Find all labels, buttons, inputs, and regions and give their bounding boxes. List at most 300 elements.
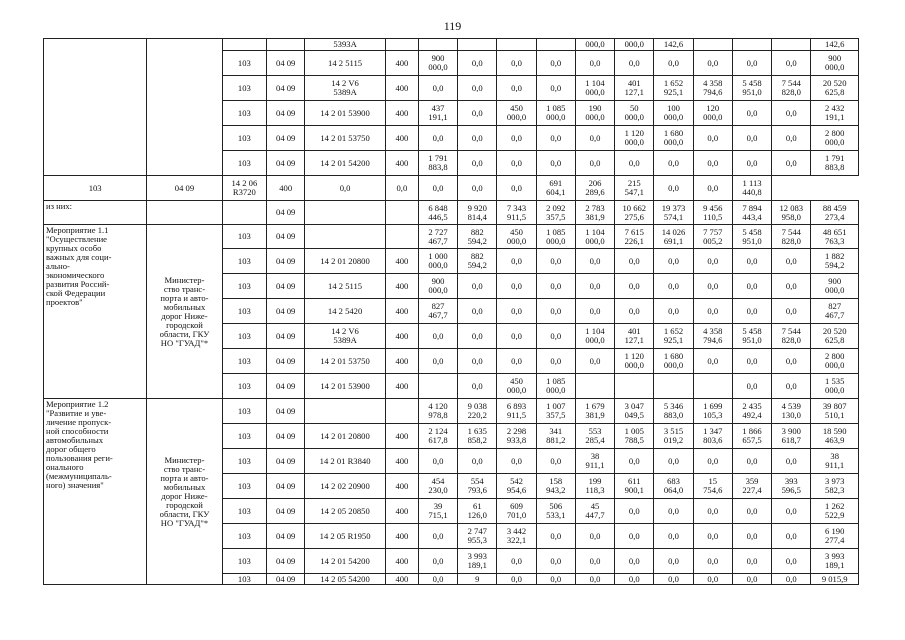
- table-cell: [732, 39, 771, 51]
- table-cell: 14 2 5420: [305, 299, 386, 324]
- table-cell: [654, 374, 693, 399]
- table-cell: 4 358 794,6: [693, 76, 732, 101]
- table-cell: 18 590 463,9: [811, 424, 859, 449]
- table-cell: 000,0: [615, 39, 654, 51]
- table-cell: 04 09: [267, 424, 305, 449]
- table-cell: 0,0: [772, 449, 811, 474]
- table-cell: [772, 39, 811, 51]
- table-cell: 0,0: [772, 299, 811, 324]
- table-cell: 7 757 005,2: [693, 225, 732, 249]
- table-cell: 14 2 02 20900: [305, 474, 386, 499]
- table-cell: 0,0: [497, 299, 536, 324]
- table-cell: 0,0: [732, 349, 771, 374]
- table-cell: [497, 39, 536, 51]
- table-cell: 400: [385, 524, 418, 549]
- table-cell: 7 544 828,0: [772, 225, 811, 249]
- table-cell: 04 09: [267, 399, 305, 424]
- table-cell: 1 007 357,5: [536, 399, 575, 424]
- table-cell: 0,0: [418, 449, 457, 474]
- table-cell: 341 881,2: [536, 424, 575, 449]
- table-cell: 0,0: [772, 499, 811, 524]
- table-cell: 0,0: [536, 299, 575, 324]
- table-cell: 900 000,0: [811, 51, 859, 76]
- table-cell: 0,0: [693, 349, 732, 374]
- table-row: [44, 225, 859, 249]
- table-cell: 0,0: [732, 374, 771, 399]
- table-cell: 0,0: [458, 151, 497, 176]
- table-cell: 0,0: [575, 349, 614, 374]
- row-label-cell: из них:: [44, 201, 147, 225]
- table-cell: 1 005 788,5: [615, 424, 654, 449]
- table-cell: [575, 374, 614, 399]
- table-cell: 0,0: [654, 249, 693, 274]
- table-cell: 04 09: [267, 449, 305, 474]
- table-cell: 400: [385, 499, 418, 524]
- table-cell: [615, 374, 654, 399]
- table-cell: 4 539 130,0: [772, 399, 811, 424]
- table-cell: 0,0: [497, 176, 536, 201]
- table-cell: 14 2 5115: [305, 51, 386, 76]
- table-cell: 0,0: [575, 299, 614, 324]
- table-cell: 04 09: [267, 574, 305, 585]
- table-cell: 0,0: [615, 299, 654, 324]
- table-cell: 401 127,1: [615, 324, 654, 349]
- table-cell: 393 596,5: [772, 474, 811, 499]
- table-cell: 0,0: [772, 349, 811, 374]
- table-cell: [418, 374, 457, 399]
- table-cell: [458, 39, 497, 51]
- table-cell: 0,0: [418, 574, 457, 585]
- table-cell: 400: [385, 324, 418, 349]
- table-cell: 0,0: [497, 274, 536, 299]
- table-cell: 0,0: [575, 524, 614, 549]
- table-cell: 0,0: [458, 349, 497, 374]
- table-cell: 4 358 794,6: [693, 324, 732, 349]
- table-cell: [418, 39, 457, 51]
- table-cell: 0,0: [732, 499, 771, 524]
- table-body: [44, 39, 859, 585]
- table-cell: 39 807 510,1: [811, 399, 859, 424]
- organization-cell: Министер- ство транс- порта и авто- мобильных дорог Ниже- городской области, ГКУ НО "ГУАД"*: [147, 225, 222, 399]
- table-cell: 0,0: [615, 574, 654, 585]
- table-cell: 120 000,0: [693, 101, 732, 126]
- table-cell: 14 2 01 20800: [305, 249, 386, 274]
- table-cell: 14 2 V6 5389A: [305, 76, 386, 101]
- table-cell: 103: [222, 126, 266, 151]
- table-cell: 04 09: [267, 549, 305, 574]
- table-cell: 142,6: [654, 39, 693, 51]
- table-cell: 1 120 000,0: [615, 126, 654, 151]
- table-cell: 0,0: [732, 51, 771, 76]
- table-cell: 39 715,1: [418, 499, 457, 524]
- table-cell: 103: [222, 151, 266, 176]
- table-cell: 542 954,6: [497, 474, 536, 499]
- table-cell: 103: [222, 324, 266, 349]
- table-cell: 103: [222, 549, 266, 574]
- table-cell: 103: [44, 176, 147, 201]
- table-cell: 0,0: [693, 524, 732, 549]
- table-cell: 0,0: [654, 549, 693, 574]
- table-cell: [693, 39, 732, 51]
- table-cell: 0,0: [458, 126, 497, 151]
- table-cell: 0,0: [458, 299, 497, 324]
- table-cell: 0,0: [536, 574, 575, 585]
- table-cell: 2 727 467,7: [418, 225, 457, 249]
- table-cell: 2 747 955,3: [458, 524, 497, 549]
- table-cell: 190 000,0: [575, 101, 614, 126]
- table-cell: 3 973 582,3: [811, 474, 859, 499]
- table-cell: 04 09: [267, 299, 305, 324]
- table-cell: 7 544 828,0: [772, 324, 811, 349]
- table-cell: 0,0: [575, 51, 614, 76]
- table-cell: 103: [222, 374, 266, 399]
- table-cell: 0,0: [654, 151, 693, 176]
- table-cell: 0,0: [615, 51, 654, 76]
- page-number: 119: [443, 19, 462, 33]
- table-cell: 900 000,0: [418, 274, 457, 299]
- table-cell: 0,0: [536, 449, 575, 474]
- table-cell: 1 262 522,9: [811, 499, 859, 524]
- table-cell: 400: [385, 474, 418, 499]
- table-cell: 103: [222, 424, 266, 449]
- organization-cell: [147, 39, 222, 176]
- table-cell: 554 793,6: [458, 474, 497, 499]
- table-cell: 827 467,7: [811, 299, 859, 324]
- table-cell: 04 09: [147, 176, 222, 201]
- table-cell: 611 900,1: [615, 474, 654, 499]
- table-cell: 3 515 019,2: [654, 424, 693, 449]
- table-cell: 14 2 05 20850: [305, 499, 386, 524]
- table-cell: 400: [385, 549, 418, 574]
- table-cell: [305, 201, 386, 225]
- table-cell: [385, 39, 418, 51]
- table-cell: 9: [458, 574, 497, 585]
- table-cell: 0,0: [732, 126, 771, 151]
- table-cell: 0,0: [418, 76, 457, 101]
- table-cell: 827 467,7: [418, 299, 457, 324]
- table-cell: 0,0: [693, 299, 732, 324]
- table-cell: 0,0: [418, 176, 457, 201]
- table-cell: 1 652 925,1: [654, 76, 693, 101]
- table-cell: 103: [222, 51, 266, 76]
- table-cell: 0,0: [732, 299, 771, 324]
- table-row: [44, 176, 859, 201]
- table-cell: 0,0: [654, 51, 693, 76]
- table-cell: 0,0: [418, 549, 457, 574]
- table-cell: 0,0: [772, 574, 811, 585]
- table-cell: 3 442 322,1: [497, 524, 536, 549]
- table-cell: 04 09: [267, 374, 305, 399]
- table-cell: 454 230,0: [418, 474, 457, 499]
- table-cell: 2 783 381,9: [575, 201, 614, 225]
- table-cell: 1 791 883,8: [418, 151, 457, 176]
- table-cell: 215 547,1: [615, 176, 654, 201]
- table-cell: 0,0: [693, 574, 732, 585]
- table-cell: 0,0: [732, 151, 771, 176]
- table-cell: 609 701,0: [497, 499, 536, 524]
- table-cell: 400: [385, 374, 418, 399]
- table-cell: 3 047 049,5: [615, 399, 654, 424]
- table-cell: 1 791 883,8: [811, 151, 859, 176]
- table-cell: 103: [222, 474, 266, 499]
- table-cell: 20 520 625,8: [811, 324, 859, 349]
- table-cell: 0,0: [615, 449, 654, 474]
- table-cell: 882 594,2: [458, 225, 497, 249]
- table-cell: 14 2 05 54200: [305, 574, 386, 585]
- table-cell: 0,0: [772, 101, 811, 126]
- table-cell: 2 124 617,8: [418, 424, 457, 449]
- table-cell: 0,0: [772, 126, 811, 151]
- table-cell: 20 520 625,8: [811, 76, 859, 101]
- table-cell: 9 015,9: [811, 574, 859, 585]
- table-cell: 400: [385, 76, 418, 101]
- table-cell: 0,0: [418, 324, 457, 349]
- table-cell: 400: [385, 126, 418, 151]
- row-label-cell: [44, 39, 147, 176]
- table-cell: 1 635 858,2: [458, 424, 497, 449]
- table-cell: 04 09: [267, 51, 305, 76]
- table-cell: 6 848 446,5: [418, 201, 457, 225]
- table-cell: 0,0: [497, 324, 536, 349]
- table-cell: 0,0: [654, 176, 693, 201]
- table-cell: 400: [385, 274, 418, 299]
- table-cell: 0,0: [497, 549, 536, 574]
- table-cell: [305, 225, 386, 249]
- table-cell: 04 09: [267, 324, 305, 349]
- table-cell: 48 651 763,3: [811, 225, 859, 249]
- table-cell: 04 09: [267, 249, 305, 274]
- table-cell: 1 699 105,3: [693, 399, 732, 424]
- table-cell: 0,0: [693, 249, 732, 274]
- table-cell: 14 2 06 R3720: [222, 176, 266, 201]
- table-cell: 0,0: [772, 274, 811, 299]
- table-cell: 103: [222, 524, 266, 549]
- table-cell: 0,0: [458, 101, 497, 126]
- table-cell: 3 900 618,7: [772, 424, 811, 449]
- table-cell: 0,0: [536, 76, 575, 101]
- table-cell: 0,0: [575, 274, 614, 299]
- table-cell: 0,0: [575, 549, 614, 574]
- table-cell: 450 000,0: [497, 101, 536, 126]
- table-cell: 14 026 691,1: [654, 225, 693, 249]
- table-cell: 14 2 05 R1950: [305, 524, 386, 549]
- table-cell: [222, 201, 266, 225]
- table-cell: 0,0: [575, 574, 614, 585]
- table-cell: 0,0: [615, 549, 654, 574]
- table-cell: 0,0: [772, 549, 811, 574]
- table-cell: 103: [222, 399, 266, 424]
- table-cell: [147, 201, 222, 225]
- table-cell: 103: [222, 225, 266, 249]
- table-cell: 1 104 000,0: [575, 225, 614, 249]
- table-cell: 6 190 277,4: [811, 524, 859, 549]
- table-cell: 900 000,0: [811, 274, 859, 299]
- table-cell: 0,0: [536, 549, 575, 574]
- table-cell: 04 09: [267, 151, 305, 176]
- table-cell: 04 09: [267, 474, 305, 499]
- table-cell: 15 754,6: [693, 474, 732, 499]
- table-cell: 0,0: [418, 126, 457, 151]
- table-cell: 0,0: [732, 549, 771, 574]
- table-cell: 0,0: [693, 151, 732, 176]
- table-cell: 359 227,4: [732, 474, 771, 499]
- table-cell: 0,0: [497, 126, 536, 151]
- table-cell: 14 2 01 R3840: [305, 449, 386, 474]
- table-cell: 10 662 275,6: [615, 201, 654, 225]
- table-cell: 19 373 574,1: [654, 201, 693, 225]
- table-cell: 683 064,0: [654, 474, 693, 499]
- table-cell: 0,0: [615, 151, 654, 176]
- table-cell: 0,0: [458, 51, 497, 76]
- table-cell: 12 083 958,0: [772, 201, 811, 225]
- table-cell: 14 2 5115: [305, 274, 386, 299]
- table-cell: 2 800 000,0: [811, 349, 859, 374]
- table-cell: 0,0: [732, 101, 771, 126]
- table-cell: 400: [385, 449, 418, 474]
- table-row: [44, 39, 859, 51]
- table-cell: 401 127,1: [615, 76, 654, 101]
- table-cell: [385, 399, 418, 424]
- table-cell: 7 894 443,4: [732, 201, 771, 225]
- table-cell: 5 458 951,0: [732, 225, 771, 249]
- table-cell: 0,0: [772, 151, 811, 176]
- table-cell: 206 289,6: [575, 176, 614, 201]
- table-cell: 1 652 925,1: [654, 324, 693, 349]
- table-cell: 0,0: [772, 51, 811, 76]
- table-row: [44, 399, 859, 424]
- table-cell: 0,0: [654, 574, 693, 585]
- table-cell: 400: [385, 151, 418, 176]
- table-cell: 04 09: [267, 101, 305, 126]
- table-cell: 0,0: [458, 76, 497, 101]
- table-cell: [536, 39, 575, 51]
- table-cell: 0,0: [732, 274, 771, 299]
- table-cell: 0,0: [654, 274, 693, 299]
- table-cell: 2 435 492,4: [732, 399, 771, 424]
- table-cell: 0,0: [458, 176, 497, 201]
- table-cell: 1 113 440,8: [732, 176, 771, 201]
- table-cell: 04 09: [267, 126, 305, 151]
- table-cell: 0,0: [693, 449, 732, 474]
- table-cell: 103: [222, 101, 266, 126]
- table-cell: 61 126,0: [458, 499, 497, 524]
- table-cell: 2 800 000,0: [811, 126, 859, 151]
- table-cell: 0,0: [615, 249, 654, 274]
- table-cell: 0,0: [615, 524, 654, 549]
- table-cell: 5393A: [305, 39, 386, 51]
- table-cell: [222, 39, 266, 51]
- table-cell: 7 615 226,1: [615, 225, 654, 249]
- table-cell: 0,0: [772, 374, 811, 399]
- table-cell: 0,0: [732, 574, 771, 585]
- table-cell: 0,0: [654, 299, 693, 324]
- table-cell: 0,0: [536, 151, 575, 176]
- table-cell: 437 191,1: [418, 101, 457, 126]
- table-cell: 103: [222, 499, 266, 524]
- table-cell: 0,0: [575, 151, 614, 176]
- table-cell: 1 104 000,0: [575, 76, 614, 101]
- budget-table: [43, 38, 859, 585]
- table-cell: [385, 225, 418, 249]
- table-cell: 100 000,0: [654, 101, 693, 126]
- table-cell: 103: [222, 574, 266, 585]
- table-cell: 400: [385, 574, 418, 585]
- table-cell: 14 2 01 54200: [305, 151, 386, 176]
- table-cell: 158 943,2: [536, 474, 575, 499]
- table-cell: 04 09: [267, 349, 305, 374]
- table-cell: 1 882 594,2: [811, 249, 859, 274]
- table-cell: 400: [267, 176, 305, 201]
- table-cell: 0,0: [693, 176, 732, 201]
- table-cell: 9 456 110,5: [693, 201, 732, 225]
- table-cell: 000,0: [575, 39, 614, 51]
- table-cell: 9 038 220,2: [458, 399, 497, 424]
- table-cell: 0,0: [536, 274, 575, 299]
- table-cell: 04 09: [267, 225, 305, 249]
- table-row: [44, 201, 859, 225]
- table-cell: 0,0: [575, 126, 614, 151]
- table-cell: 0,0: [497, 349, 536, 374]
- table-cell: [267, 39, 305, 51]
- table-cell: 0,0: [615, 499, 654, 524]
- table-cell: 553 285,4: [575, 424, 614, 449]
- table-cell: 1 535 000,0: [811, 374, 859, 399]
- table-cell: 0,0: [418, 349, 457, 374]
- table-cell: 0,0: [418, 524, 457, 549]
- table-cell: 0,0: [575, 249, 614, 274]
- table-cell: 0,0: [497, 574, 536, 585]
- table-cell: 5 458 951,0: [732, 324, 771, 349]
- table-cell: 1 347 803,6: [693, 424, 732, 449]
- table-cell: 882 594,2: [458, 249, 497, 274]
- table-cell: 04 09: [267, 499, 305, 524]
- table-cell: 45 447,7: [575, 499, 614, 524]
- table-cell: 400: [385, 299, 418, 324]
- table-cell: 0,0: [536, 349, 575, 374]
- table-cell: 14 2 01 20800: [305, 424, 386, 449]
- table-cell: [385, 201, 418, 225]
- table-cell: 0,0: [536, 249, 575, 274]
- table-cell: 0,0: [536, 524, 575, 549]
- table-cell: 0,0: [458, 324, 497, 349]
- table-cell: 400: [385, 101, 418, 126]
- table-cell: 0,0: [693, 51, 732, 76]
- table-cell: 400: [385, 424, 418, 449]
- table-cell: 691 604,1: [536, 176, 575, 201]
- table-cell: 3 993 189,1: [811, 549, 859, 574]
- table-cell: 9 920 814,4: [458, 201, 497, 225]
- table-cell: 14 2 01 53750: [305, 126, 386, 151]
- table-cell: 3 993 189,1: [458, 549, 497, 574]
- table-cell: 5 458 951,0: [732, 76, 771, 101]
- table-cell: 1 085 000,0: [536, 101, 575, 126]
- table-cell: 38 911,1: [811, 449, 859, 474]
- table-cell: 450 000,0: [497, 374, 536, 399]
- table-cell: 900 000,0: [418, 51, 457, 76]
- table-cell: 04 09: [267, 274, 305, 299]
- table-cell: 14 2 01 53900: [305, 374, 386, 399]
- table-cell: 14 2 01 54200: [305, 549, 386, 574]
- table-cell: 0,0: [458, 374, 497, 399]
- table-cell: 7 343 911,5: [497, 201, 536, 225]
- table-cell: 0,0: [693, 549, 732, 574]
- table-cell: 103: [222, 249, 266, 274]
- table-cell: 0,0: [654, 524, 693, 549]
- table-cell: 450 000,0: [497, 225, 536, 249]
- table-cell: 0,0: [536, 51, 575, 76]
- table-cell: 5 346 883,0: [654, 399, 693, 424]
- table-cell: 1 680 000,0: [654, 349, 693, 374]
